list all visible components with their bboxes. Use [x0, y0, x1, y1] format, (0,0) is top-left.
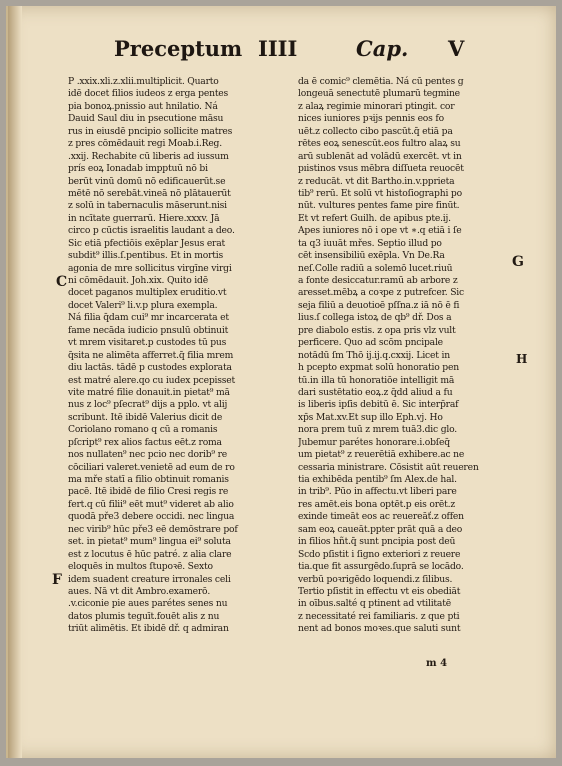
text-line: fame necāda iudicio pnsulū obtinuit [68, 324, 229, 336]
text-line: nos nullaten⁹ nec pcio nec dorib⁹ re [68, 449, 228, 461]
book-page [6, 6, 556, 758]
text-line: nus z loc⁹ pſecrat⁹ dijs a pplo. vt alij [68, 399, 228, 411]
header-cap: Cap. [356, 36, 409, 61]
text-line: pacē. Itē ibidē de filio Cresi regis re [68, 486, 229, 498]
text-line: nūt. vultures pentes fame pire finūt. [298, 200, 460, 212]
text-line: nices iuniores pꝛijs pennis eos fo [298, 113, 444, 125]
text-line: idē docet filios iudeos z erga pentes [68, 88, 229, 100]
text-line: cēt insensibiliū exēpla. Vn De.Ra [298, 250, 445, 262]
text-line: z reducāt. vt dit Bartho.in.v.pprieta [298, 175, 455, 187]
text-line: sam eoꝝ caueāt.ppter prāt̄ quā a deo [298, 523, 463, 535]
text-line: rētes eoꝝ senescūt.eos fultro alaꝝ su [298, 138, 461, 150]
text-line: xp̄s Mat.xv.Et sup illo Eph.vj. Ho [298, 411, 443, 423]
text-line: vt mrem visitaret.p custodes tū pus [68, 337, 227, 349]
text-line: Ná filia q̄dam cui⁹ mr incarcerata et [68, 312, 229, 324]
left-text-column [68, 76, 286, 636]
text-line: nec virib⁹ hūc pře3 eē demōstrare pof [68, 523, 238, 535]
text-line: .xxij. Rechabite cū liberis ad iussum [68, 150, 229, 162]
text-line: datos plumis teguīt.fouēt alis z nu [68, 610, 220, 622]
margin-letter-c: C [56, 274, 68, 290]
text-line: lius.ſ collega istoꝝ de qb⁹ dř. Dos a [298, 312, 452, 324]
page-gutter-shadow [8, 6, 22, 758]
text-line: eloquēs in multos ſtupoꝛē. Sexto [68, 561, 213, 573]
text-line: Jubemur parétes honorare.i.obſeq̄ [298, 436, 450, 448]
text-line: Tertio pſistit in effectu vt eis obediāt [298, 585, 461, 597]
signature-mark: m 4 [426, 658, 448, 669]
text-line: z necessitaté rei familiaris. z que pti [298, 610, 460, 622]
text-line: berūt vinū domū nō edificauerūt.se [68, 175, 226, 187]
text-line: aues. Nā vt dit Ambro.examerō. [68, 585, 211, 597]
text-line: cōciliari valeret.venietē ad eum de ro [68, 461, 235, 473]
text-line: docet Valeri⁹ li.v.p plura exempla. [68, 299, 218, 311]
text-line: cessaria ministrare. Cōsistit aūt reueren [298, 461, 479, 473]
text-line: z alaꝝ regimie minorari ptingit. cor [298, 100, 455, 112]
header-chapter-number: V [448, 36, 465, 61]
text-line: est matré alere.qo cu iudex pcepisset [68, 374, 236, 386]
header-preceptum: Preceptum [114, 36, 243, 61]
text-line: quodā pře3 debere occidi. nec lingua [68, 511, 235, 523]
text-line: z pres cōmēdauit regi Moab.i.Reg. [68, 138, 222, 150]
text-line: Dauid Saul diu in psecutione māsu [68, 113, 224, 125]
text-line: diu lactās. tādē p custodes explorata [68, 362, 232, 374]
text-line: docet paganos multiplex eruditio.vt [68, 287, 227, 299]
text-line: circo p cūctis israelitis laudant a deo. [68, 225, 235, 237]
text-line: neſ.Colle radiū a solemō lucet.riuū [298, 262, 453, 274]
text-line: verbū poꝛrigēdo loquendi.z ſilibus. [298, 573, 453, 585]
text-line: triūt alimētis. Et ibidē dř. q admiran [68, 623, 229, 635]
text-line: z solū in tabernaculis māserunt.nisi [68, 200, 227, 212]
text-line: fert.q cū filii⁹ eēt mut⁹ videret ab alio [68, 498, 234, 510]
header-numeral: IIII [258, 36, 298, 61]
text-line: nora prem tuū z mrem tuā3.dic glo. [298, 424, 458, 436]
running-header [8, 36, 556, 66]
text-line: Scdo pſistit i ſigno exteriori z reuere [298, 548, 461, 560]
text-line: in oībus.salté q ptinent ad vtilitatē [298, 598, 451, 610]
text-line: tia exhibēda pentib⁹ ſm Alex.de hal. [298, 474, 457, 485]
text-line: ni cōmēdauit. Joh.xix. Quito idē [68, 275, 208, 286]
text-line: pre diabolo estis. z opa pris vlz vult [298, 324, 456, 336]
text-line: ma mře statī a filio obtinuit romanis [68, 474, 229, 485]
text-line: h pcepto expmat solū honoratio pen [298, 362, 459, 374]
text-line: longeuā senectutē plumarū tegmine [298, 88, 460, 100]
text-line: tib⁹ rerū. Et solū vt histoſiographi po [298, 187, 462, 199]
text-line: mētē nō serebāt.vineā nō plātauerūt [68, 187, 231, 199]
text-line: agonia de mre sollicitus virgīne virgi [68, 262, 232, 274]
text-line: arū sublenāt ad volādū exercēt. vt in [298, 150, 462, 162]
text-line: dari sustētatio eoꝝ.z q̄dd aliud a fu [298, 386, 453, 398]
text-line: prís eoꝝ Ionadab impptuū nō bi [68, 163, 208, 175]
text-line: perficere. Quo ad scōm pncipale [298, 337, 443, 349]
text-line: Sic etiā pfectiōis exēplar Jesus erat [68, 237, 226, 249]
right-text-column [298, 76, 500, 636]
margin-letter-g: G [512, 254, 524, 270]
text-line: Et vt refert Guilh. de apibus pte.ij. [298, 212, 451, 224]
text-line: is liberis ipſis debitū ē. Sic interp̄raf [298, 399, 459, 411]
text-line: rus in eiusdē pncipio sollicite matres [68, 125, 233, 137]
text-line: vite matré filie donauit.in pietat⁹ mā [68, 386, 230, 398]
text-line: in trib⁹. Pūo in affectu.vt liberi pare [298, 486, 457, 498]
text-line: .v.ciconie pie aues parétes senes nu [68, 598, 228, 610]
text-line: nent ad bonos moꝛes.que saluti sunt [298, 623, 461, 635]
text-line: in filios hñt.q̄ sunt pncipia post deū [298, 536, 456, 548]
text-line: uēt.z collecto cibo pascūt.q̄ etiā pa [298, 125, 453, 137]
text-line: res amēt.eis bona optēt.p eis orēt.z [298, 498, 456, 510]
text-line: q̄sita ne alimēta afferret.q̄ filia mrem [68, 349, 234, 361]
text-line: subdit⁹ illis.ſ.pentibus. Et in mortis [68, 250, 224, 262]
margin-letter-f: F [52, 572, 62, 588]
text-line: da ē comic⁹ clemētia. Ná cū pentes g [298, 76, 464, 87]
text-line: idem suadent creature irronales celi [68, 573, 231, 585]
text-line: a fonte desiccatur.ramū ab arbore z [298, 275, 458, 286]
text-line: aresset.mēbꝝ a coꝛpe z putrefcer. Sic [298, 287, 464, 299]
text-line: tū.in illa tū honoratiōe intelligit mā [298, 374, 455, 386]
text-line: pſcript⁹ rex alios factus eēt.z roma [68, 436, 222, 448]
text-line: ta q3 iuuāt mřes. Septio illud po [298, 237, 442, 249]
text-line: pia bonoꝝ.pnissio aut hnilatio. Ná [68, 100, 218, 112]
text-line: Coriolano romano q cū a romanis [68, 424, 218, 436]
text-line: notādū ſm Thō ij.ij.q.cxxij. Licet in [298, 349, 450, 361]
text-line: in ncītate guerrarū. Hiere.xxxv. Jā [68, 212, 220, 224]
text-line: seja filiū a deuotioē pſſna.z iā nō ē fi [298, 299, 460, 311]
margin-letter-h: H [516, 352, 528, 366]
text-line: pıistinos vsus mēbra diſſueta reuocēt [298, 163, 464, 175]
text-line: P .xxix.xli.z.xlii.multiplicit. Quarto [68, 76, 219, 87]
text-line: um pietat⁹ z reuerētiā exhibere.ac ne [298, 449, 465, 461]
text-line: est z locutus ē hūc patré. z alia clare [68, 548, 232, 560]
text-line: set. in pietat⁹ mum⁹ lingua ei⁹ soluta [68, 536, 231, 548]
text-line: tia.que fit assurgēdo.ſuprā se locādo. [298, 561, 464, 573]
text-line: scribunt. Itē ibidē Valerius dicit de [68, 411, 223, 423]
text-line: Apes iuniores nō i ope vt ∗.q etiā i ſe [298, 225, 462, 237]
text-line: exinde timeāt eos ac reuereāť.z offen [298, 511, 464, 523]
